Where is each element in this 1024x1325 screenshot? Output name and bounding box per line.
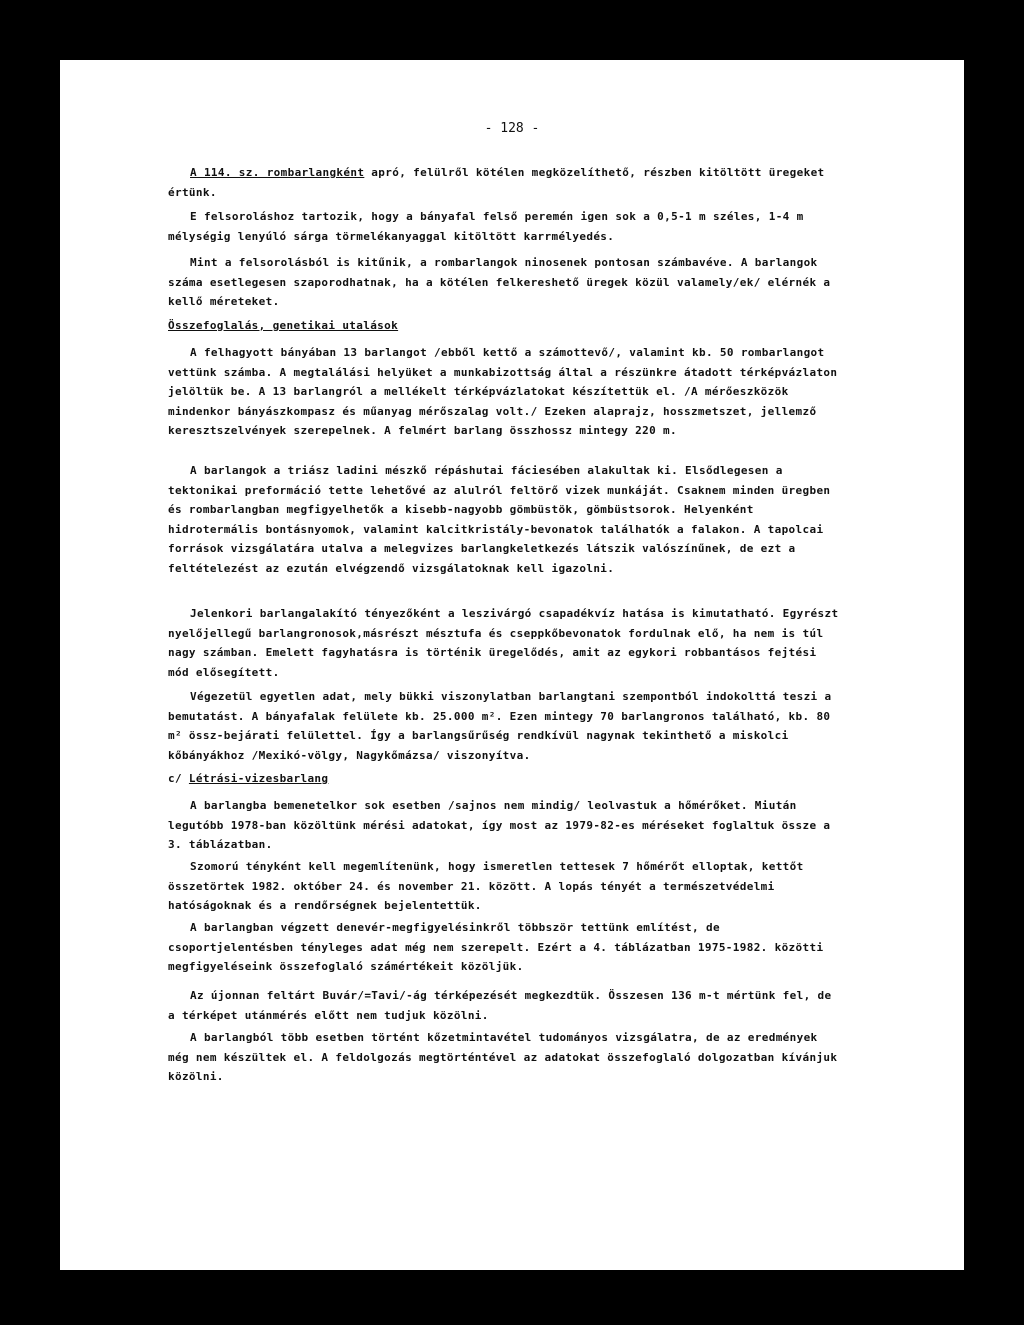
paragraph-cave-density	[168, 687, 844, 765]
paragraph-text: Mint a felsorolásból is kitűnik, a rombarlangok ninosenek pontosan számbavéve. A barlangok száma esetlegesen szaporodhatnak, ha a kötélen felkereshető üregek közül valamely/ek/ elérnék a kellő méreteket.	[168, 256, 831, 308]
paragraph-text: A felhagyott bányában 13 barlangot /ebből kettő a számottevő/, valamint kb. 50 rombarlangot vettünk számba. A megtalálási helyüket a munkabizottság által a részünkre átadott térképvázlaton jelöltük be. A 13 barlangról a mellékelt térképvázlatokat készítettük el. /A mérőeszközök mindenkor bányászkompasz és műanyag mérőszalag volt./ Ezeken alaprajz, hosszmetszet, jellemző keresztszelvények szerepelnek. A felmért barlang összhossz mintegy 220 m.	[168, 346, 838, 437]
paragraph-theft	[168, 857, 844, 916]
paragraph-rombarlang-count	[168, 253, 844, 312]
paragraph-text: A barlangba bemenetelkor sok esetben /sajnos nem mindig/ leolvastuk a hőmérőket. Miután legutóbb 1978-ban közöltünk mérési adatokat, így most az 1979-82-es méréseket foglaltuk össze a 3. táblázatban.	[168, 799, 831, 851]
heading-prefix: c/	[168, 772, 189, 785]
page-number: - 128 -	[484, 121, 540, 136]
paragraph-rombarlang-definition	[168, 163, 844, 202]
section-heading-summary	[168, 316, 844, 336]
paragraph-recent-factors	[168, 604, 844, 682]
paragraph-text: E felsoroláshoz tartozik, hogy a bányafal felső peremén igen sok a 0,5-1 m széles, 1-4 m mélységig lenyúló sárga törmelékanyaggal kitöltött karrmélyedés.	[168, 210, 804, 243]
paragraph-thermometers	[168, 796, 844, 855]
paragraph-bat-observation	[168, 918, 844, 977]
paragraph-genesis	[168, 461, 844, 578]
paragraph-text: A barlangok a triász ladini mészkő répáshutai fáciesében alakultak ki. Elsődlegesen a tektonikai preformáció tette lehetővé az alulról feltörő vizek munkáját. Csaknem minden üregben és rombarlangban megfigyelhetők a kisebb-nagyobb gömbüstök, gömbüstsorok. Helyenként hidrotermális bontásnyomok, valamint kalcitkristály-bevonatok találhatók a falakon. A tapolcai források vizsgálatára utalva a melegvizes barlangkeletkezés látszik valószínűnek, de ezt a feltételezést az ezután elvégzendő vizsgálatoknak kell igazolni.	[168, 464, 831, 575]
paragraph-text: Az újonnan feltárt Buvár/=Tavi/-ág térképezését megkezdtük. Összesen 136 m-t mértünk fel, de a térképet utánmérés előtt nem tudjuk közölni.	[168, 989, 832, 1022]
section-heading-letrasi	[168, 769, 844, 789]
heading-text: Létrási-vizesbarlang	[188, 772, 329, 785]
paragraph-text: Jelenkori barlangalakító tényezőként a leszivárgó csapadékvíz hatása is kimutatható. Egyrészt nyelőjellegű barlangronosok,másrészt mésztufa és cseppkőbevonatok fordulnak elő, ha nem is túl nagy számban. Emelett fagyhatásra is történik üregelődés, amit az egykori robbantásos fejtési mód elősegített.	[168, 607, 839, 679]
rombarlang-definition-text: apró, felülről kötélen megközelíthető, részben kitöltött üregeket értünk.	[168, 166, 825, 199]
rombarlang-term: A 114. sz. rombarlangként	[190, 166, 365, 179]
heading-text: Összefoglalás, genetikai utalások	[168, 319, 399, 332]
paragraph-text: Szomorú tényként kell megemlítenünk, hogy ismeretlen tettesek 7 hőmérőt elloptak, kettőt összetörtek 1982. október 24. és november 21. között. A lopás tényét a természetvédelmi hatóságoknak és a rendőrségnek bejelentettük.	[168, 860, 804, 912]
paragraph-text: A barlangban végzett denevér-megfigyelésinkről többször tettünk említést, de csoportjelentésben tényleges adat még nem szerepelt. Ezért a 4. táblázatban 1975-1982. közötti megfigyeléseink összefoglaló számértékeit közöljük.	[168, 921, 824, 973]
paragraph-text: A barlangból több esetben történt kőzetmintavétel tudományos vizsgálatra, de az eredmények még nem készültek el. A feldolgozás megtörténtével az adatokat összefoglaló dolgozatban kívánjuk közölni.	[168, 1031, 838, 1083]
paragraph-rock-sampling	[168, 1028, 844, 1087]
paragraph-karrmelyedes	[168, 207, 844, 246]
paragraph-survey-results	[168, 343, 844, 441]
paragraph-text: Végezetül egyetlen adat, mely bükki viszonylatban barlangtani szempontból indokolttá teszi a bemutatást. A bányafalak felülete kb. 25.000 m². Ezen mintegy 70 barlangronos található, kb. 80 m² össz-bejárati felülettel. Így a barlangsűrűség rendkívül nagynak tekinthető a miskolci kőbányákhoz /Mexikó-völgy, Nagykőmázsa/ viszonyítva.	[168, 690, 832, 762]
paragraph-mapping	[168, 986, 844, 1025]
